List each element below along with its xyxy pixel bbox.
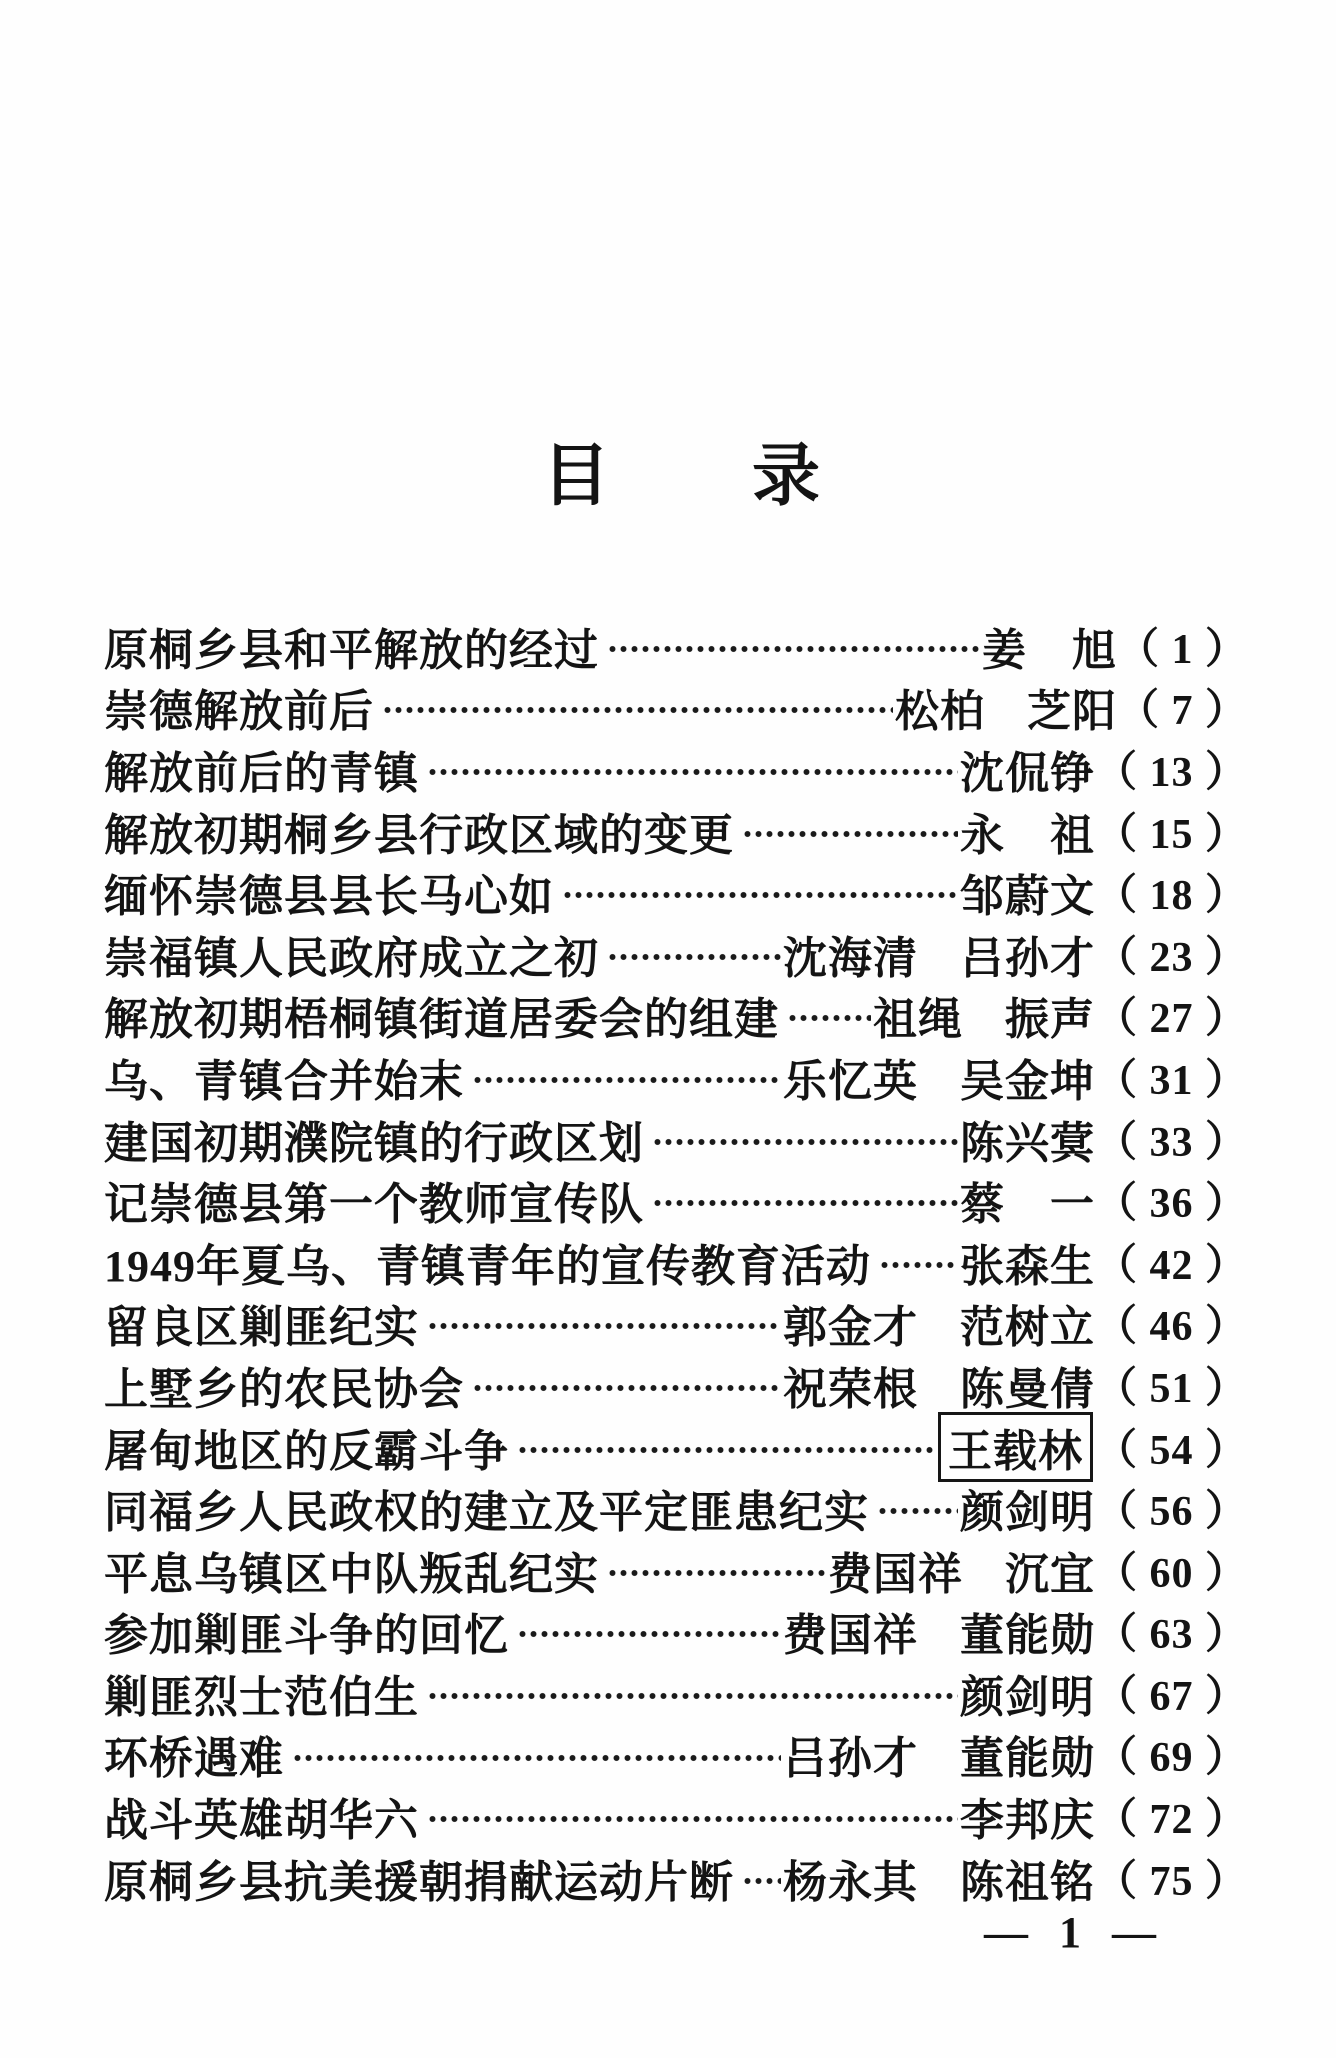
author-name: 陈兴蓂 [959, 1118, 1095, 1168]
author-name: 王载林 [938, 1412, 1093, 1482]
author-name: 芝阳 [1026, 687, 1117, 737]
toc-entry [104, 1785, 1248, 1847]
entry-page: （ 67 ） [1094, 1673, 1248, 1720]
entry-title: 解放初期桐乡县行政区域的变更 [104, 810, 734, 860]
dot-leader [875, 1477, 958, 1539]
entry-title: 剿匪烈士范伯生 [104, 1672, 419, 1722]
entry-authors [960, 1784, 1095, 1848]
dot-leader [290, 1724, 781, 1786]
author-name: 张森生 [959, 1241, 1095, 1291]
entry-title: 环桥遇难 [104, 1734, 284, 1784]
toc-entry [104, 1477, 1248, 1539]
dot-leader [380, 677, 893, 739]
entry-authors [783, 1353, 1095, 1417]
author-name: 陈曼倩 [959, 1364, 1095, 1414]
entry-title: 屠甸地区的反霸斗争 [104, 1426, 509, 1476]
entry-authors [960, 1107, 1095, 1171]
dot-leader [605, 923, 781, 985]
entry-title: 平息乌镇区中队叛乱纪实 [104, 1549, 599, 1599]
entry-page: （ 72 ） [1094, 1797, 1248, 1844]
entry-title: 乌、青镇合并始末 [104, 1056, 464, 1106]
toc-entry [104, 1231, 1248, 1293]
entry-title: 崇德解放前后 [104, 687, 374, 737]
author-name: 松柏 [894, 687, 985, 737]
author-name: 祖绳 [872, 995, 963, 1045]
entry-title: 参加剿匪斗争的回忆 [104, 1611, 509, 1661]
entry-page: （ 46 ） [1094, 1304, 1248, 1351]
author-name: 李邦庆 [959, 1796, 1095, 1846]
dot-leader [605, 1539, 826, 1601]
entry-page: （ 31 ） [1094, 1057, 1248, 1104]
dot-leader [470, 1046, 781, 1108]
entry-page: （ 56 ） [1094, 1489, 1248, 1536]
entry-page: （ 7 ） [1116, 688, 1248, 735]
entry-page: （ 36 ） [1094, 1181, 1248, 1228]
author-name: 永 祖 [959, 810, 1095, 860]
toc-entry [104, 985, 1248, 1047]
author-name: 费国祥 [827, 1549, 963, 1599]
entry-page: （ 15 ） [1094, 811, 1248, 858]
entry-title: 原桐乡县和平解放的经过 [104, 625, 599, 675]
page-title: 目 录 [541, 438, 822, 514]
toc-entry [104, 1169, 1248, 1231]
author-name: 董能勋 [959, 1611, 1095, 1661]
entry-authors [960, 799, 1095, 863]
author-name: 祝荣根 [782, 1364, 918, 1414]
dot-leader [560, 861, 958, 923]
entry-title: 原桐乡县抗美援朝捐献运动片断 [104, 1857, 734, 1907]
entry-authors [960, 1476, 1095, 1540]
entry-authors [895, 675, 1117, 739]
entry-title: 上墅乡的农民协会 [104, 1364, 464, 1414]
entry-authors [783, 1846, 1095, 1910]
author-name: 乐忆英 [782, 1056, 918, 1106]
entry-authors [783, 1045, 1095, 1109]
toc-entry [104, 1354, 1248, 1416]
toc-entry [104, 1847, 1248, 1909]
dot-leader [740, 1847, 781, 1909]
entry-title: 崇福镇人民政府成立之初 [104, 933, 599, 983]
author-name: 邹蔚文 [959, 872, 1095, 922]
toc-entry [104, 1601, 1248, 1663]
entry-title: 建国初期濮院镇的行政区划 [104, 1118, 644, 1168]
dot-leader [425, 1293, 781, 1355]
dot-leader [650, 1169, 958, 1231]
entry-title: 留良区剿匪纪实 [104, 1303, 419, 1353]
entry-authors [783, 922, 1095, 986]
entry-authors [960, 860, 1095, 924]
author-name: 陈祖铭 [959, 1857, 1095, 1907]
entry-authors [873, 983, 1095, 1047]
toc-entry [104, 923, 1248, 985]
entry-title: 解放前后的青镇 [104, 748, 419, 798]
author-name: 杨永其 [782, 1857, 918, 1907]
entry-page: （ 42 ） [1094, 1242, 1248, 1289]
entry-page: （ 1 ） [1116, 626, 1248, 673]
toc-entry [104, 1724, 1248, 1786]
entry-page: （ 13 ） [1094, 749, 1248, 796]
entry-authors [960, 1230, 1095, 1294]
dot-leader [515, 1601, 781, 1663]
page-number-footer: — 1 — [984, 1908, 1166, 1957]
entry-title: 解放初期梧桐镇街道居委会的组建 [104, 995, 779, 1045]
toc-entry [104, 861, 1248, 923]
entry-page: （ 33 ） [1094, 1119, 1248, 1166]
dot-leader [425, 738, 958, 800]
entry-authors [960, 1661, 1095, 1725]
author-name: 沈海清 [782, 933, 918, 983]
entry-authors [783, 1599, 1095, 1663]
toc-entry [104, 1046, 1248, 1108]
author-name: 吴金坤 [959, 1056, 1095, 1106]
entry-authors [960, 1168, 1095, 1232]
dot-leader [785, 985, 871, 1047]
entry-title: 记崇德县第一个教师宣传队 [104, 1180, 644, 1230]
toc-entry [104, 1662, 1248, 1724]
entry-page: （ 27 ） [1094, 996, 1248, 1043]
author-name: 沉宜 [1004, 1549, 1095, 1599]
entry-title: 1949年夏乌、青镇青年的宣传教育活动 [104, 1241, 871, 1291]
toc-entry [104, 1539, 1248, 1601]
dot-leader [470, 1354, 781, 1416]
author-name: 费国祥 [782, 1611, 918, 1661]
author-name: 蔡 一 [959, 1180, 1095, 1230]
entry-page: （ 54 ） [1094, 1427, 1248, 1474]
toc-entry [104, 800, 1248, 862]
dot-leader [515, 1416, 934, 1478]
author-name: 吕孙才 [959, 933, 1095, 983]
dot-leader [650, 1108, 958, 1170]
toc-list [0, 615, 1336, 1908]
toc-entry [104, 1108, 1248, 1170]
entry-page: （ 18 ） [1094, 873, 1248, 920]
author-name: 姜 旭 [981, 625, 1117, 675]
toc-entry [104, 1416, 1248, 1478]
dot-leader [425, 1785, 958, 1847]
author-name: 沈侃铮 [959, 748, 1095, 798]
entry-page: （ 69 ） [1094, 1735, 1248, 1782]
toc-entry [104, 1293, 1248, 1355]
entry-page: （ 63 ） [1094, 1612, 1248, 1659]
entry-authors [828, 1538, 1095, 1602]
author-name: 吕孙才 [782, 1734, 918, 1784]
dot-leader [740, 800, 958, 862]
entry-authors [982, 614, 1117, 678]
toc-entry [104, 738, 1248, 800]
entry-page: （ 75 ） [1094, 1858, 1248, 1905]
entry-authors [783, 1291, 1095, 1355]
toc-entry [104, 615, 1248, 677]
dot-leader [425, 1662, 958, 1724]
dot-leader [877, 1231, 958, 1293]
entry-page: （ 60 ） [1094, 1550, 1248, 1597]
entry-authors [960, 737, 1095, 801]
toc-entry [104, 677, 1248, 739]
entry-page: （ 51 ） [1094, 1365, 1248, 1412]
author-name: 董能勋 [959, 1734, 1095, 1784]
entry-authors [936, 1412, 1095, 1482]
author-name: 颜剑明 [959, 1672, 1095, 1722]
author-name: 振声 [1004, 995, 1095, 1045]
entry-title: 缅怀崇德县县长马心如 [104, 872, 554, 922]
author-name: 郭金才 [782, 1303, 918, 1353]
dot-leader [605, 615, 980, 677]
author-name: 颜剑明 [959, 1488, 1095, 1538]
entry-authors [783, 1722, 1095, 1786]
author-name: 范树立 [959, 1303, 1095, 1353]
entry-page: （ 23 ） [1094, 934, 1248, 981]
entry-title: 战斗英雄胡华六 [104, 1796, 419, 1846]
entry-title: 同福乡人民政权的建立及平定匪患纪实 [104, 1488, 869, 1538]
